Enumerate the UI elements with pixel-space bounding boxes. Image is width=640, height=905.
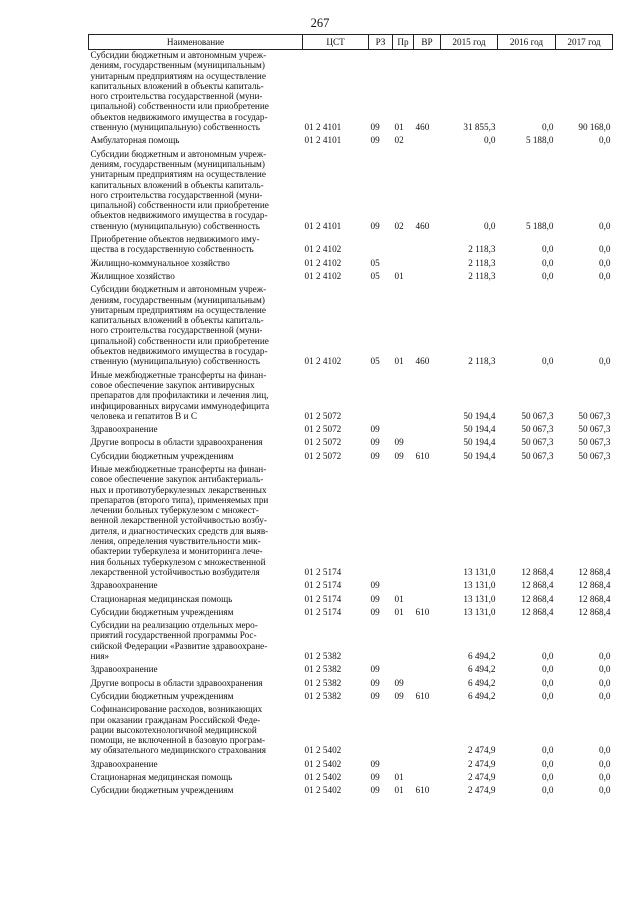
row-name-cell (89, 785, 303, 798)
row-2017-cell: 0,0 (599, 772, 611, 782)
row-name-line: Стационарная медицинская помощь (90, 772, 233, 782)
row-name-line: ления, определения чувствительности мик- (90, 536, 261, 547)
row-2015-cell: 2 118,3 (468, 356, 496, 367)
row-2016-cell: 0,0 (542, 651, 554, 662)
row-name-line: Здравоохранение (90, 424, 158, 435)
table-row (89, 772, 613, 785)
table-row (89, 580, 613, 593)
row-name-line: венной лекарственной устойчивостью возбу- (90, 515, 267, 526)
row-name-line: Иные межбюджетные трансферты на финан- (90, 463, 267, 474)
row-pr-cell (393, 424, 414, 437)
row-name-line: обактерии туберкулеза и мониторинга лече- (90, 546, 263, 557)
row-2015-cell: 2 118,3 (468, 257, 496, 268)
row-name-line: Иные межбюджетные трансферты на финан- (90, 369, 267, 380)
row-name-line: лекарственной устойчивостью возбудителя (90, 566, 260, 577)
row-2017-cell: 0,0 (599, 220, 611, 231)
row-name-line: Субсидии бюджетным учреждениям (90, 785, 234, 796)
table-row (89, 234, 613, 258)
row-name-cell (89, 234, 303, 258)
row-2016-cell: 0,0 (542, 745, 554, 756)
row-2016-cell: 0,0 (542, 356, 554, 367)
table-row (89, 437, 613, 450)
row-name-line: унитарным предприятиям на осуществление (90, 169, 266, 180)
row-name-line: совое обеспечение закупок антибактериаль- (90, 474, 264, 485)
row-name-line: Жилищно-коммунальное хозяйство (90, 257, 230, 268)
row-2016-cell: 0,0 (542, 785, 554, 796)
row-2015-cell: 13 131,0 (463, 580, 496, 591)
row-2015-cell: 0,0 (484, 220, 496, 231)
row-2017-cell: 90 168,0 (578, 122, 611, 133)
row-cst-cell: 01 2 4102 (304, 244, 342, 255)
row-name-line: Субсидии на реализацию отдельных меро- (90, 620, 258, 631)
row-name-cell (89, 451, 303, 464)
row-name-line: ственную (муниципальную) собственность (90, 122, 260, 133)
row-name-cell (89, 284, 303, 369)
row-vr-cell (414, 664, 441, 677)
table-row (89, 451, 613, 464)
table-row (89, 594, 613, 607)
row-2016-cell: 0,0 (542, 690, 554, 701)
row-rz-cell: 05 (370, 356, 380, 367)
row-name-line: объектов недвижимого имущества в государ- (90, 346, 268, 357)
row-2015-cell: 2 474,9 (467, 785, 496, 796)
row-name-cell (89, 772, 303, 785)
row-name-cell (89, 691, 303, 704)
row-vr-cell (414, 759, 441, 772)
row-2017-cell: 50 067,3 (578, 410, 611, 421)
row-2016-cell: 50 067,3 (521, 424, 554, 435)
row-cst-cell: 01 2 5402 (304, 772, 342, 782)
column-header-cst: ЦСТ (303, 35, 369, 50)
row-cst-cell: 01 2 5382 (304, 651, 342, 662)
row-pr-cell: 01 (394, 356, 404, 367)
row-2017-cell: 0,0 (599, 745, 611, 756)
row-vr-cell (414, 704, 441, 758)
row-rz-cell: 09 (370, 758, 380, 769)
row-name-line: при оказании гражданам Российской Феде- (90, 714, 261, 725)
row-cst-cell: 01 2 5402 (304, 758, 342, 769)
column-header-2016: 2016 год (498, 35, 556, 50)
row-name-line: Здравоохранение (90, 664, 158, 675)
row-2015-cell: 50 194,4 (463, 437, 496, 448)
row-2015-cell: 2 118,3 (468, 270, 496, 281)
row-name-line: Субсидии бюджетным и автономным учреж- (90, 50, 267, 60)
row-cst-cell: 01 2 5072 (304, 437, 342, 448)
row-name-line: совое обеспечение закупок антивирусных (90, 379, 255, 390)
row-2017-cell: 0,0 (599, 677, 611, 688)
column-header-rz: РЗ (369, 35, 393, 50)
column-header-vr: ВР (414, 35, 441, 50)
table-row (89, 424, 613, 437)
row-2015-cell: 13 131,0 (463, 606, 496, 617)
row-name-line: ния» (90, 651, 110, 662)
row-2015-cell: 0,0 (484, 135, 496, 146)
row-pr-cell: 09 (394, 450, 404, 461)
row-2015-cell: 50 194,4 (463, 450, 496, 461)
table-row (89, 464, 613, 580)
row-cst-cell: 01 2 4101 (304, 220, 342, 231)
row-rz-cell: 05 (370, 257, 380, 268)
row-name-cell (89, 50, 303, 136)
table-row (89, 785, 613, 798)
row-2017-cell: 0,0 (599, 758, 611, 769)
row-rz-cell: 05 (370, 270, 380, 281)
row-name-line: ния больных туберкулезом с множественной (90, 556, 266, 567)
row-pr-cell (393, 664, 414, 677)
row-name-line: сийской Федерации «Развитие здравоохране- (90, 640, 268, 651)
row-2015-cell: 2 118,3 (468, 244, 496, 255)
row-2016-cell: 0,0 (542, 758, 554, 769)
row-cst-cell: 01 2 5402 (304, 745, 342, 756)
row-vr-cell (414, 772, 441, 785)
row-name-line: унитарным предприятиям на осуществление (90, 70, 266, 81)
row-vr-cell: 610 (415, 785, 430, 796)
row-2016-cell: 0,0 (542, 270, 554, 281)
row-name-cell (89, 607, 303, 620)
table-row (89, 691, 613, 704)
row-cst-cell: 01 2 5174 (304, 566, 342, 577)
row-name-line: Софинансирование расходов, возникающих (90, 704, 263, 715)
row-2016-cell: 0,0 (542, 664, 554, 675)
row-pr-cell: 09 (394, 690, 404, 701)
row-name-line: Здравоохранение (90, 758, 158, 769)
row-pr-cell (393, 464, 414, 580)
row-cst-cell: 01 2 4102 (304, 270, 342, 281)
table-header-row (89, 35, 613, 50)
row-rz-cell (369, 704, 393, 758)
row-2017-cell: 50 067,3 (578, 424, 611, 435)
row-pr-cell: 02 (394, 220, 404, 231)
row-vr-cell (414, 258, 441, 271)
row-name-line: унитарным предприятиям на осуществление (90, 304, 266, 315)
row-rz-cell: 09 (370, 437, 380, 448)
row-name-line: приятий государственной программы Рос- (90, 630, 257, 641)
row-pr-cell: 01 (394, 593, 404, 604)
row-2016-cell: 50 067,3 (521, 450, 554, 461)
row-name-line: дениям, государственным (муниципальным) (90, 158, 265, 169)
row-pr-cell: 01 (394, 785, 404, 796)
row-cst-cell: 01 2 4102 (304, 257, 342, 268)
row-vr-cell (414, 580, 441, 593)
row-rz-cell: 09 (370, 664, 380, 675)
row-name-cell (89, 437, 303, 450)
row-rz-cell (369, 464, 393, 580)
row-name-line: ственную (муниципальную) собственность (90, 356, 260, 367)
row-vr-cell (414, 234, 441, 258)
row-pr-cell (393, 580, 414, 593)
row-name-line: Амбулаторная помощь (90, 135, 180, 146)
row-rz-cell (369, 370, 393, 424)
row-cst-cell: 01 2 4101 (304, 122, 342, 133)
row-name-line: ственную (муниципальную) собственность (90, 220, 260, 231)
row-2017-cell: 0,0 (599, 244, 611, 255)
row-name-line: Субсидии бюджетным учреждениям (90, 450, 234, 461)
row-name-cell (89, 258, 303, 271)
row-cst-cell: 01 2 5072 (304, 424, 342, 435)
row-2017-cell: 12 868,4 (578, 606, 611, 617)
row-name-cell (89, 135, 303, 148)
row-vr-cell: 610 (415, 606, 430, 617)
row-rz-cell (369, 620, 393, 664)
row-rz-cell: 09 (370, 220, 380, 231)
row-pr-cell: 01 (394, 772, 404, 782)
row-name-cell (89, 678, 303, 691)
row-pr-cell (393, 370, 414, 424)
row-rz-cell: 09 (370, 785, 380, 796)
table-row (89, 607, 613, 620)
row-vr-cell (414, 594, 441, 607)
row-2017-cell: 50 067,3 (578, 437, 611, 448)
row-pr-cell (393, 234, 414, 258)
page-number: 267 (310, 16, 330, 30)
row-2017-cell: 0,0 (599, 356, 611, 367)
row-pr-cell: 01 (394, 270, 404, 281)
row-2016-cell: 12 868,4 (521, 606, 554, 617)
row-2015-cell: 50 194,4 (463, 410, 496, 421)
table-row (89, 664, 613, 677)
row-rz-cell: 09 (370, 135, 380, 146)
row-name-cell (89, 580, 303, 593)
row-cst-cell: 01 2 5382 (304, 664, 342, 675)
row-name-line: объектов недвижимого имущества в государ- (90, 210, 268, 221)
row-2016-cell: 0,0 (542, 122, 554, 133)
row-vr-cell (414, 370, 441, 424)
row-name-cell (89, 594, 303, 607)
row-2017-cell: 0,0 (599, 664, 611, 675)
row-2015-cell: 6 494,2 (467, 651, 496, 662)
row-cst-cell: 01 2 5382 (304, 677, 342, 688)
row-cst-cell: 01 2 5072 (304, 450, 342, 461)
row-pr-cell (393, 258, 414, 271)
table-row (89, 258, 613, 271)
row-2016-cell: 0,0 (542, 257, 554, 268)
row-2017-cell: 0,0 (599, 135, 611, 146)
row-name-line: препаратов (второго типа), применяемых при (90, 494, 269, 505)
row-vr-cell (414, 620, 441, 664)
row-rz-cell: 09 (370, 593, 380, 604)
row-2017-cell: 50 067,3 (578, 450, 611, 461)
row-2015-cell: 6 494,2 (467, 664, 496, 675)
row-cst-cell: 01 2 5174 (304, 580, 342, 591)
row-name-line: ного строительства государственной (муни- (90, 189, 263, 200)
row-cst-cell: 01 2 5174 (304, 593, 342, 604)
row-cst-cell: 01 2 5072 (304, 410, 342, 421)
table-row (89, 678, 613, 691)
column-header-pr: Пр (393, 35, 414, 50)
row-name-cell (89, 370, 303, 424)
row-2017-cell: 12 868,4 (578, 566, 611, 577)
table-row (89, 149, 613, 234)
row-2016-cell: 50 067,3 (521, 410, 554, 421)
row-name-line: Субсидии бюджетным и автономным учреж- (90, 284, 267, 295)
row-name-line: человека и гепатитов В и С (90, 410, 197, 421)
row-name-line: ципальной) собственности или приобретение (90, 101, 269, 112)
row-rz-cell: 09 (370, 424, 380, 435)
row-pr-cell: 01 (394, 122, 404, 133)
row-2015-cell: 50 194,4 (463, 424, 496, 435)
row-rz-cell: 09 (370, 122, 380, 133)
row-2017-cell: 0,0 (599, 257, 611, 268)
row-vr-cell: 460 (415, 356, 430, 367)
row-rz-cell: 09 (370, 606, 380, 617)
row-2016-cell: 0,0 (542, 772, 554, 782)
row-2015-cell: 6 494,2 (467, 690, 496, 701)
row-name-line: щества в государственную собственность (90, 244, 254, 255)
row-vr-cell (414, 464, 441, 580)
row-2017-cell: 0,0 (599, 651, 611, 662)
row-name-line: дениям, государственным (муниципальным) (90, 294, 265, 305)
row-name-line: капитальных вложений в объекты капиталь- (90, 80, 264, 91)
row-name-line: объектов недвижимого имущества в государ- (90, 111, 268, 122)
row-name-line: ципальной) собственности или приобретение (90, 335, 269, 346)
row-vr-cell: 460 (415, 122, 430, 133)
row-vr-cell (414, 437, 441, 450)
row-pr-cell: 02 (394, 135, 404, 146)
row-name-line: Стационарная медицинская помощь (90, 593, 233, 604)
row-name-cell (89, 271, 303, 284)
row-name-line: капитальных вложений в объекты капиталь- (90, 179, 264, 190)
row-vr-cell (414, 271, 441, 284)
row-2016-cell: 0,0 (542, 677, 554, 688)
row-rz-cell: 09 (370, 450, 380, 461)
row-name-line: му обязательного медицинского страхования (90, 745, 267, 756)
row-name-line: ных и противотуберкулезных лекарственных (90, 484, 267, 495)
table-row (89, 370, 613, 424)
row-rz-cell: 09 (370, 677, 380, 688)
row-name-line: Субсидии бюджетным учреждениям (90, 606, 234, 617)
row-name-line: ного строительства государственной (муни- (90, 325, 263, 336)
row-name-line: помощи, не включенной в базовую програм- (90, 735, 266, 746)
row-cst-cell: 01 2 5382 (304, 690, 342, 701)
row-vr-cell: 610 (415, 690, 430, 701)
row-2016-cell: 50 067,3 (521, 437, 554, 448)
row-name-cell (89, 620, 303, 664)
row-2017-cell: 0,0 (599, 270, 611, 281)
row-2016-cell: 5 188,0 (525, 135, 554, 146)
row-2015-cell: 13 131,0 (463, 566, 496, 577)
table-row (89, 135, 613, 148)
row-name-cell (89, 704, 303, 758)
row-2016-cell: 5 188,0 (525, 220, 554, 231)
row-cst-cell: 01 2 5174 (304, 606, 342, 617)
row-vr-cell (414, 678, 441, 691)
row-pr-cell (393, 759, 414, 772)
row-2016-cell: 12 868,4 (521, 593, 554, 604)
row-name-line: Приобретение объектов недвижимого иму- (90, 234, 260, 245)
row-pr-cell: 01 (394, 606, 404, 617)
row-cst-cell: 01 2 4102 (304, 356, 342, 367)
row-name-line: Другие вопросы в области здравоохранения (90, 677, 263, 688)
row-name-line: капитальных вложений в объекты капиталь- (90, 315, 264, 326)
row-name-line: Здравоохранение (90, 580, 158, 591)
row-rz-cell: 09 (370, 580, 380, 591)
table-row (89, 704, 613, 758)
row-cst-cell: 01 2 5402 (304, 785, 342, 796)
row-name-cell (89, 759, 303, 772)
row-2017-cell: 12 868,4 (578, 593, 611, 604)
row-name-line: ного строительства государственной (муни- (90, 91, 263, 102)
row-name-cell (89, 664, 303, 677)
row-name-line: Другие вопросы в области здравоохранения (90, 437, 263, 448)
row-pr-cell: 09 (394, 677, 404, 688)
row-pr-cell: 09 (394, 437, 404, 448)
table-row (89, 620, 613, 664)
row-2015-cell: 13 131,0 (463, 593, 496, 604)
row-2015-cell: 2 474,9 (467, 745, 496, 756)
table-row (89, 271, 613, 284)
row-2016-cell: 12 868,4 (521, 566, 554, 577)
budget-table (88, 34, 613, 799)
row-2016-cell: 0,0 (542, 244, 554, 255)
row-rz-cell: 09 (370, 772, 380, 782)
row-name-cell (89, 424, 303, 437)
table-row (89, 284, 613, 369)
column-header-2017: 2017 год (556, 35, 613, 50)
table-row (89, 50, 613, 136)
row-2015-cell: 6 494,2 (467, 677, 496, 688)
row-name-line: инфицированных вирусами иммунодефицита (90, 400, 270, 411)
row-name-line: лечении больных туберкулезом с множест- (90, 505, 259, 516)
row-rz-cell (369, 234, 393, 258)
column-header-2015: 2015 год (441, 35, 498, 50)
table-body (89, 50, 613, 799)
row-pr-cell (393, 704, 414, 758)
table-row (89, 759, 613, 772)
row-name-line: Жилищное хозяйство (90, 270, 175, 281)
row-name-line: дениям, государственным (муниципальным) (90, 60, 265, 71)
row-name-line: рации высокотехнологичной медицинской (90, 724, 257, 735)
row-cst-cell: 01 2 4101 (304, 135, 342, 146)
row-name-line: дителя, и диагностических средств для выяв- (90, 525, 269, 536)
row-pr-cell (393, 620, 414, 664)
row-name-cell (89, 149, 303, 234)
column-header-name: Наименование (89, 35, 303, 50)
row-2017-cell: 0,0 (599, 690, 611, 701)
row-name-line: препаратов для профилактики и лечения лиц, (90, 390, 269, 401)
row-vr-cell: 460 (415, 220, 430, 231)
row-name-line: Субсидии бюджетным и автономным учреж- (90, 148, 267, 159)
row-vr-cell (414, 135, 441, 148)
row-2015-cell: 2 474,9 (467, 758, 496, 769)
row-name-cell (89, 464, 303, 580)
row-2017-cell: 0,0 (599, 785, 611, 796)
row-name-line: ципальной) собственности или приобретение (90, 200, 269, 211)
row-2016-cell: 12 868,4 (521, 580, 554, 591)
row-rz-cell: 09 (370, 690, 380, 701)
row-2015-cell: 2 474,9 (467, 772, 496, 782)
row-vr-cell: 610 (415, 450, 430, 461)
row-2017-cell: 12 868,4 (578, 580, 611, 591)
row-2015-cell: 31 855,3 (463, 122, 496, 133)
row-vr-cell (414, 424, 441, 437)
row-name-line: Субсидии бюджетным учреждениям (90, 690, 234, 701)
